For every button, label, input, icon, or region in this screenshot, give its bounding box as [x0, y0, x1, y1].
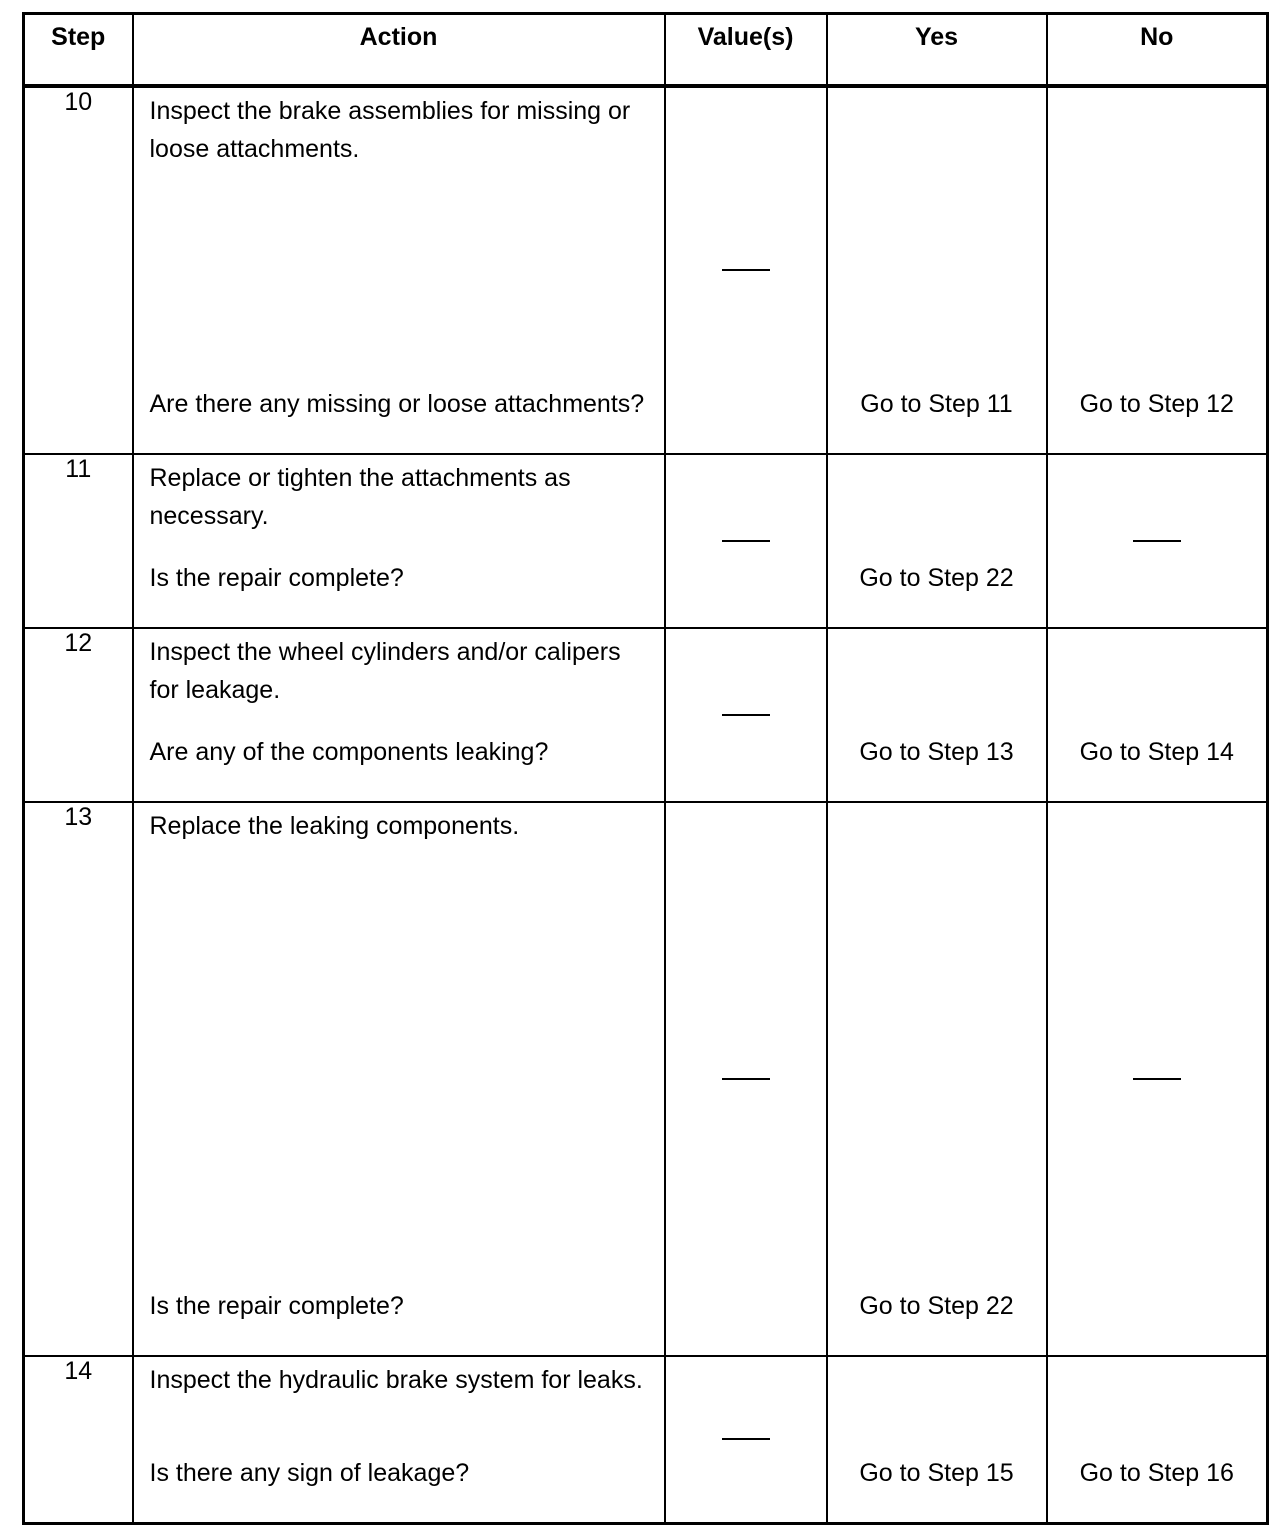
- action-question: Are any of the components leaking?: [149, 737, 549, 766]
- header-row: [24, 14, 1268, 86]
- no-cell: [1047, 86, 1268, 454]
- action-text: Inspect the wheel cylinders and/or calipers for leakage.: [149, 637, 621, 704]
- action-text: Inspect the brake assemblies for missing or loose attachments.: [149, 96, 631, 163]
- action-cell: [133, 1356, 665, 1524]
- table-row: [24, 802, 1268, 1356]
- header-action: Action: [133, 14, 665, 86]
- step-number: 13: [24, 802, 133, 1356]
- yes-goto: Go to Step 22: [859, 1291, 1014, 1320]
- no-goto: Go to Step 12: [1079, 389, 1234, 418]
- no-cell: [1047, 454, 1268, 628]
- value-dash: [722, 540, 770, 542]
- value-cell: [665, 628, 827, 802]
- no-dash: [1133, 1078, 1181, 1080]
- action-text: Replace the leaking components.: [149, 811, 520, 840]
- no-cell: [1047, 1356, 1268, 1524]
- step-number: 12: [24, 628, 133, 802]
- diagnostic-table: [22, 12, 1269, 1525]
- header-yes: Yes: [827, 14, 1047, 86]
- action-cell: [133, 628, 665, 802]
- yes-cell: [827, 1356, 1047, 1524]
- value-dash: [722, 269, 770, 271]
- no-goto: Go to Step 14: [1079, 737, 1234, 766]
- action-cell: [133, 454, 665, 628]
- table-row: [24, 628, 1268, 802]
- yes-goto: Go to Step 15: [859, 1459, 1014, 1487]
- value-dash: [722, 1078, 770, 1080]
- value-cell: [665, 1356, 827, 1524]
- action-cell: [133, 86, 665, 454]
- no-goto: Go to Step 16: [1079, 1459, 1234, 1487]
- step-number: 14: [24, 1356, 133, 1524]
- yes-goto: Go to Step 13: [859, 737, 1014, 766]
- yes-cell: [827, 454, 1047, 628]
- action-question: Is there any sign of leakage?: [149, 1459, 470, 1487]
- yes-goto: Go to Step 11: [860, 389, 1013, 418]
- action-question: Are there any missing or loose attachments?: [149, 389, 645, 418]
- table-row: [24, 1356, 1268, 1524]
- action-cell: [133, 802, 665, 1356]
- table-row: [24, 454, 1268, 628]
- value-cell: [665, 454, 827, 628]
- table-row: [24, 86, 1268, 454]
- yes-goto: Go to Step 22: [859, 563, 1014, 592]
- no-cell: [1047, 802, 1268, 1356]
- no-cell: [1047, 628, 1268, 802]
- yes-cell: [827, 802, 1047, 1356]
- value-cell: [665, 802, 827, 1356]
- header-step: Step: [24, 14, 133, 86]
- value-cell: [665, 86, 827, 454]
- step-number: 11: [24, 454, 133, 628]
- action-question: Is the repair complete?: [149, 1291, 404, 1320]
- header-values: Value(s): [665, 14, 827, 86]
- yes-cell: [827, 628, 1047, 802]
- no-dash: [1133, 540, 1181, 542]
- action-text: Replace or tighten the attachments as necessary.: [149, 463, 571, 530]
- action-text: Inspect the hydraulic brake system for leaks.: [149, 1365, 643, 1394]
- yes-cell: [827, 86, 1047, 454]
- header-no: No: [1047, 14, 1268, 86]
- action-question: Is the repair complete?: [149, 563, 404, 592]
- value-dash: [722, 714, 770, 716]
- step-number: 10: [24, 86, 133, 454]
- value-dash: [722, 1438, 770, 1440]
